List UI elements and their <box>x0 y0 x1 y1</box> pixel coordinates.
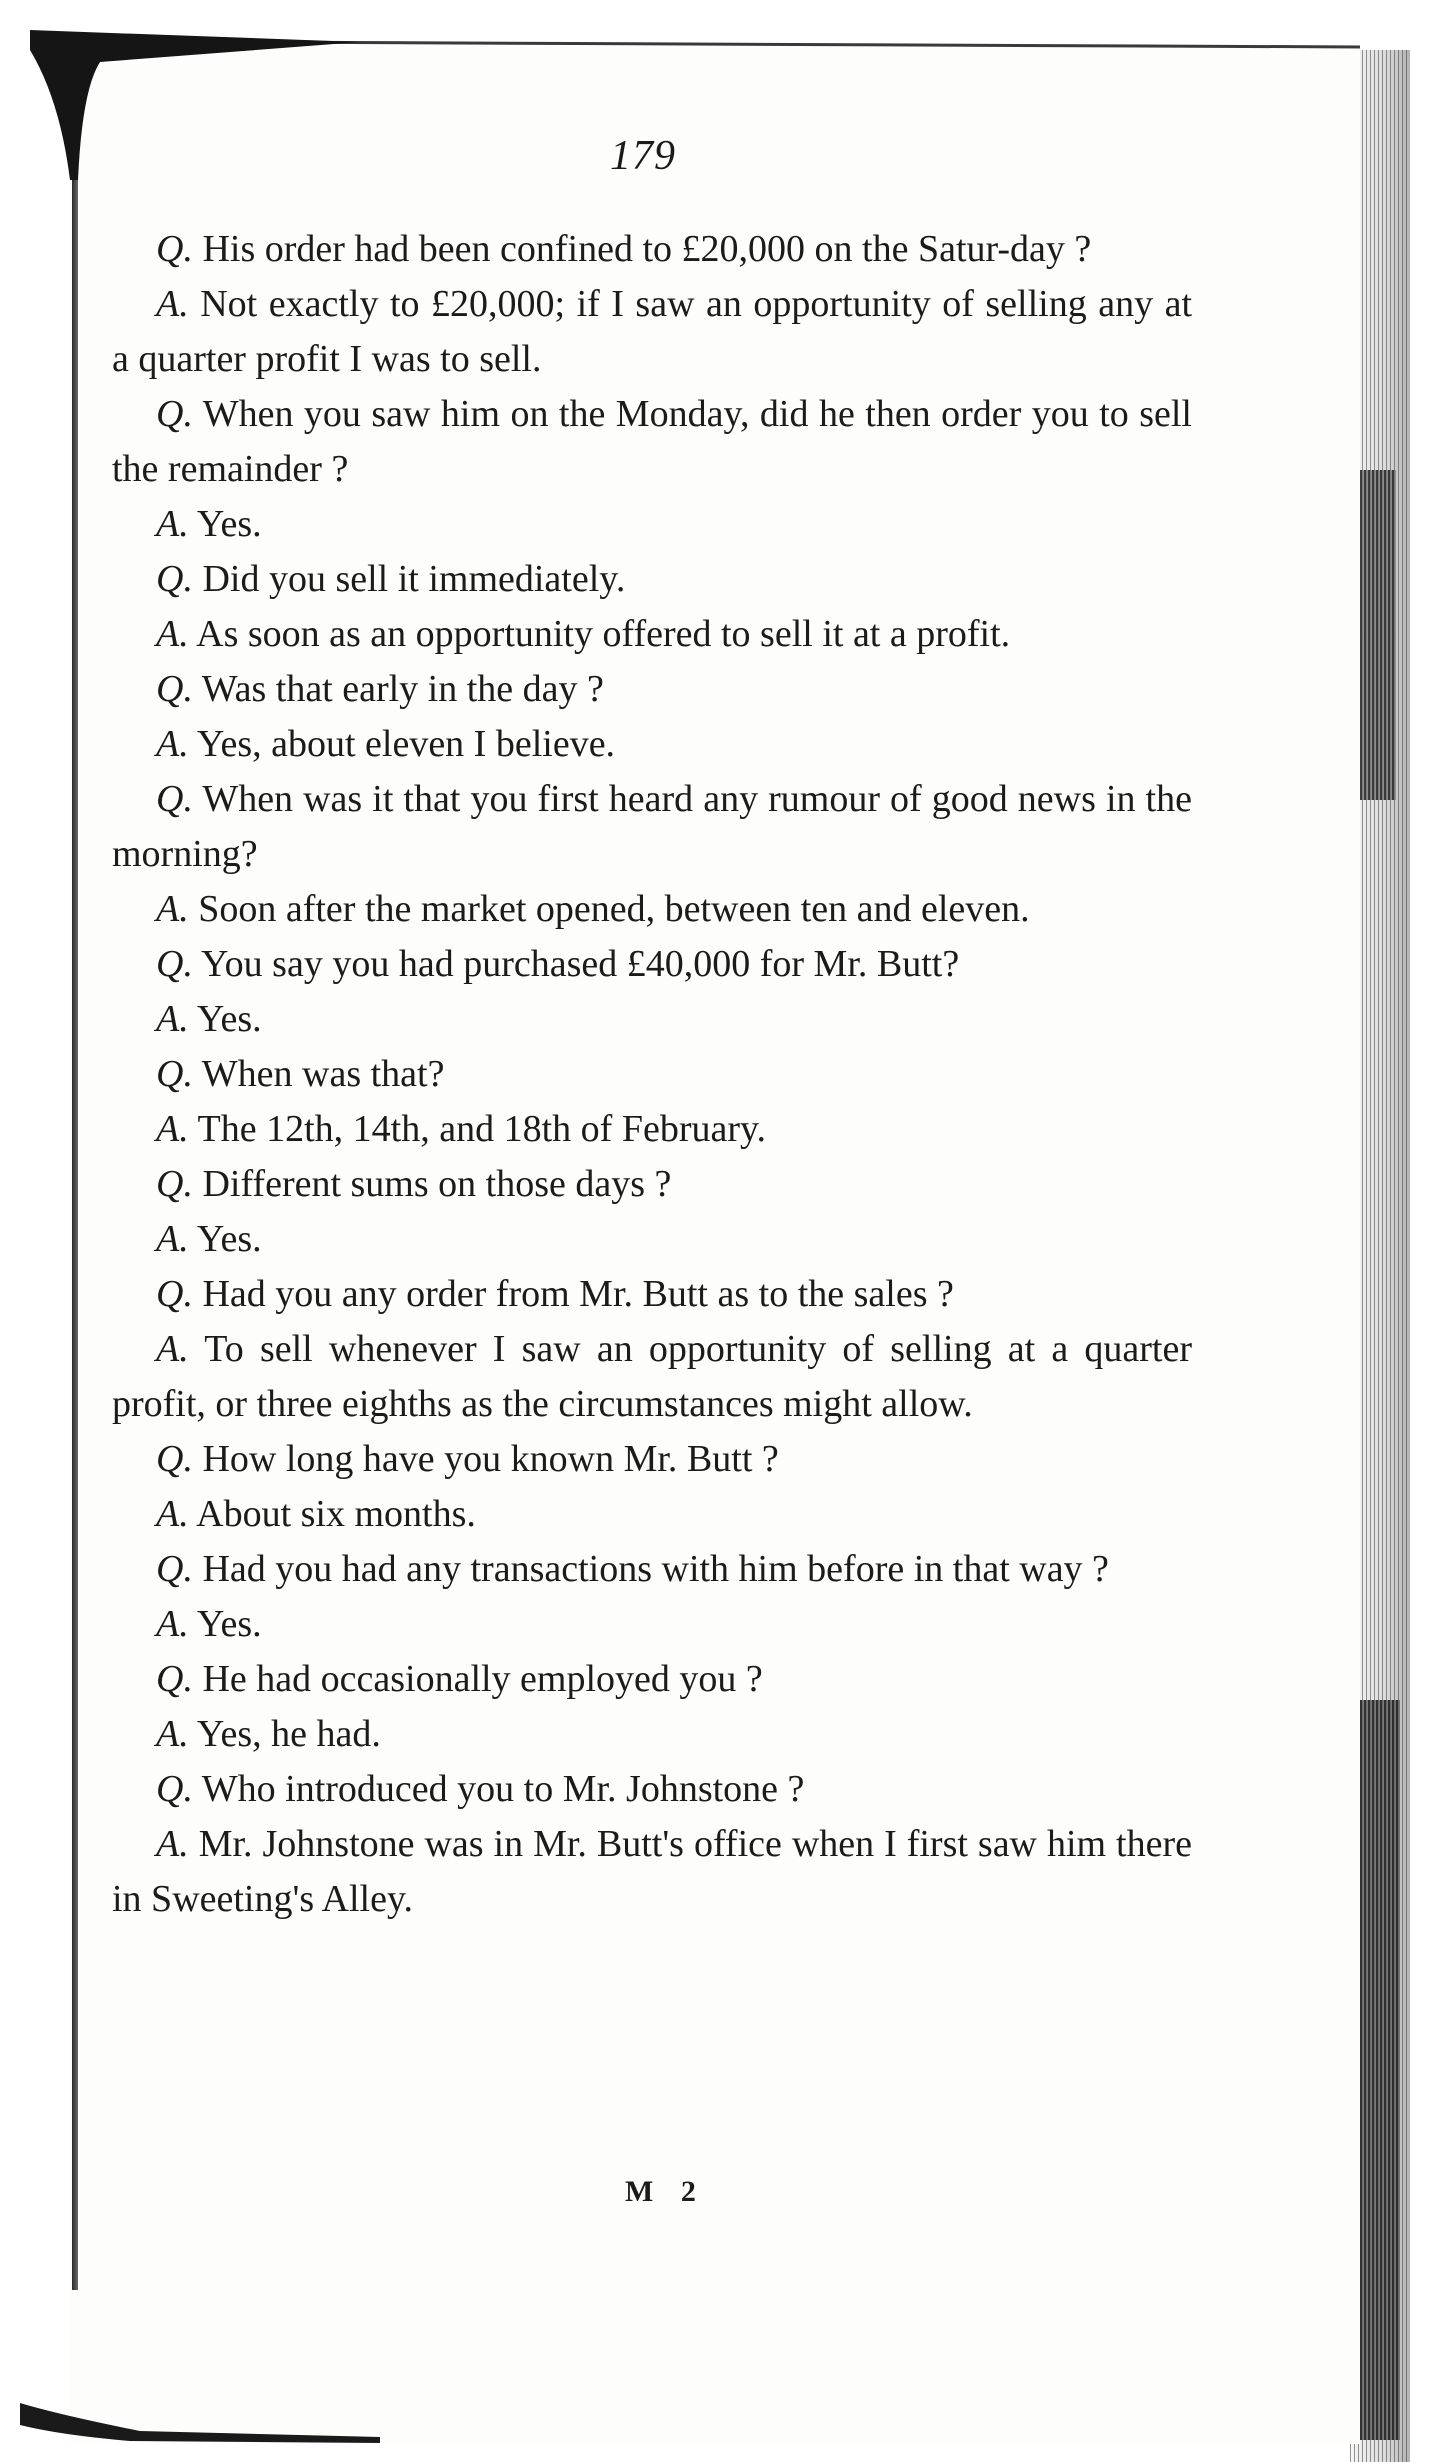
page-left-edge <box>72 90 78 2290</box>
paragraph-text: To sell whenever I saw an opportunity of selling at a quarter profit, or three eighths as the circumstances might allow. <box>112 1328 1192 1425</box>
speaker-label: A. <box>156 283 189 325</box>
paragraph-text: Who introduced you to Mr. Johnstone ? <box>201 1768 805 1810</box>
speaker-label: Q. <box>156 943 193 985</box>
paragraph-text: Not exactly to £20,000; if I saw an opportunity of selling any at a quarter profit I was to sell. <box>112 283 1193 380</box>
paragraph-text: Did you sell it immediately. <box>202 558 626 600</box>
paragraph-text: Yes. <box>196 503 262 545</box>
transcript-paragraph <box>112 662 1192 717</box>
speaker-label: A. <box>156 1218 189 1260</box>
paragraph-text: About six months. <box>196 1493 476 1535</box>
transcript-paragraph <box>112 1322 1192 1432</box>
speaker-label: Q. <box>156 228 193 270</box>
paragraph-text: The 12th, 14th, and 18th of February. <box>197 1108 767 1150</box>
paragraph-text: Yes, about eleven I believe. <box>196 723 616 765</box>
speaker-label: A. <box>156 888 189 930</box>
speaker-label: Q. <box>156 1438 193 1480</box>
transcript-body <box>112 222 1192 1927</box>
paragraph-text: When was it that you first heard any rumour of good news in the morning? <box>112 778 1192 875</box>
paragraph-text: Yes. <box>196 1218 262 1260</box>
speaker-label: Q. <box>156 1768 193 1810</box>
speaker-label: A. <box>156 1603 189 1645</box>
transcript-paragraph <box>112 1597 1192 1652</box>
speaker-label: A. <box>156 613 189 655</box>
speaker-label: A. <box>156 1493 189 1535</box>
transcript-paragraph <box>112 1157 1192 1212</box>
paragraph-text: Had you any order from Mr. Butt as to the sales ? <box>202 1273 954 1315</box>
paragraph-text: How long have you known Mr. Butt ? <box>202 1438 779 1480</box>
paragraph-text: Had you had any transactions with him before in that way ? <box>202 1548 1109 1590</box>
transcript-paragraph <box>112 277 1192 387</box>
speaker-label: Q. <box>156 1658 193 1700</box>
paragraph-text: Yes. <box>196 998 262 1040</box>
speaker-label: Q. <box>156 558 193 600</box>
paragraph-text: Mr. Johnstone was in Mr. Butt's office when I first saw him there in Sweeting's Alley. <box>112 1823 1192 1920</box>
transcript-paragraph <box>112 222 1192 277</box>
paragraph-text: Soon after the market opened, between ten and eleven. <box>198 888 1030 930</box>
speaker-label: A. <box>156 1823 189 1865</box>
transcript-paragraph <box>112 1212 1192 1267</box>
speaker-label: Q. <box>156 1053 193 1095</box>
speaker-label: Q. <box>156 393 193 435</box>
transcript-paragraph <box>112 1817 1192 1927</box>
transcript-paragraph <box>112 717 1192 772</box>
speaker-label: Q. <box>156 1548 193 1590</box>
paragraph-text: He had occasionally employed you ? <box>202 1658 763 1700</box>
transcript-paragraph <box>112 1707 1192 1762</box>
speaker-label: Q. <box>156 668 193 710</box>
transcript-paragraph <box>112 387 1192 497</box>
transcript-paragraph <box>112 1102 1192 1157</box>
speaker-label: A. <box>156 1713 189 1755</box>
speaker-label: Q. <box>156 1273 193 1315</box>
transcript-paragraph <box>112 992 1192 1047</box>
speaker-label: Q. <box>156 1163 193 1205</box>
page-corner-shadow <box>30 30 360 180</box>
paragraph-text: When you saw him on the Monday, did he then order you to sell the remainder ? <box>112 393 1192 490</box>
transcript-paragraph <box>112 607 1192 662</box>
speaker-label: A. <box>156 723 189 765</box>
spine-binding-mark <box>1356 470 1396 800</box>
transcript-paragraph <box>112 1762 1192 1817</box>
paragraph-text: Yes, he had. <box>196 1713 381 1755</box>
paragraph-text: As soon as an opportunity offered to sell it at a profit. <box>196 613 1011 655</box>
page-number: 179 <box>610 133 676 179</box>
transcript-paragraph <box>112 882 1192 937</box>
speaker-label: A. <box>156 998 189 1040</box>
transcript-paragraph <box>112 1487 1192 1542</box>
paragraph-text: When was that? <box>201 1053 445 1095</box>
paragraph-text: Yes. <box>196 1603 262 1645</box>
transcript-paragraph <box>112 1652 1192 1707</box>
speaker-label: A. <box>156 1328 189 1370</box>
transcript-paragraph <box>112 552 1192 607</box>
transcript-paragraph <box>112 1432 1192 1487</box>
paragraph-text: You say you had purchased £40,000 for Mr. Butt? <box>201 943 960 985</box>
speaker-label: A. <box>156 1108 189 1150</box>
speaker-label: Q. <box>156 778 193 820</box>
transcript-paragraph <box>112 1047 1192 1102</box>
transcript-paragraph <box>112 772 1192 882</box>
printer-signature-mark: M 2 <box>625 2175 706 2208</box>
transcript-paragraph <box>112 497 1192 552</box>
transcript-paragraph <box>112 1267 1192 1322</box>
paragraph-text: Was that early in the day ? <box>201 668 604 710</box>
paragraph-text: Different sums on those days ? <box>202 1163 672 1205</box>
spine-binding-mark <box>1356 1700 1400 2440</box>
speaker-label: A. <box>156 503 189 545</box>
page-bottom-corner-shadow <box>20 2385 380 2455</box>
transcript-paragraph <box>112 1542 1192 1597</box>
paragraph-text: His order had been confined to £20,000 on the Satur-day ? <box>202 228 1092 270</box>
transcript-paragraph <box>112 937 1192 992</box>
